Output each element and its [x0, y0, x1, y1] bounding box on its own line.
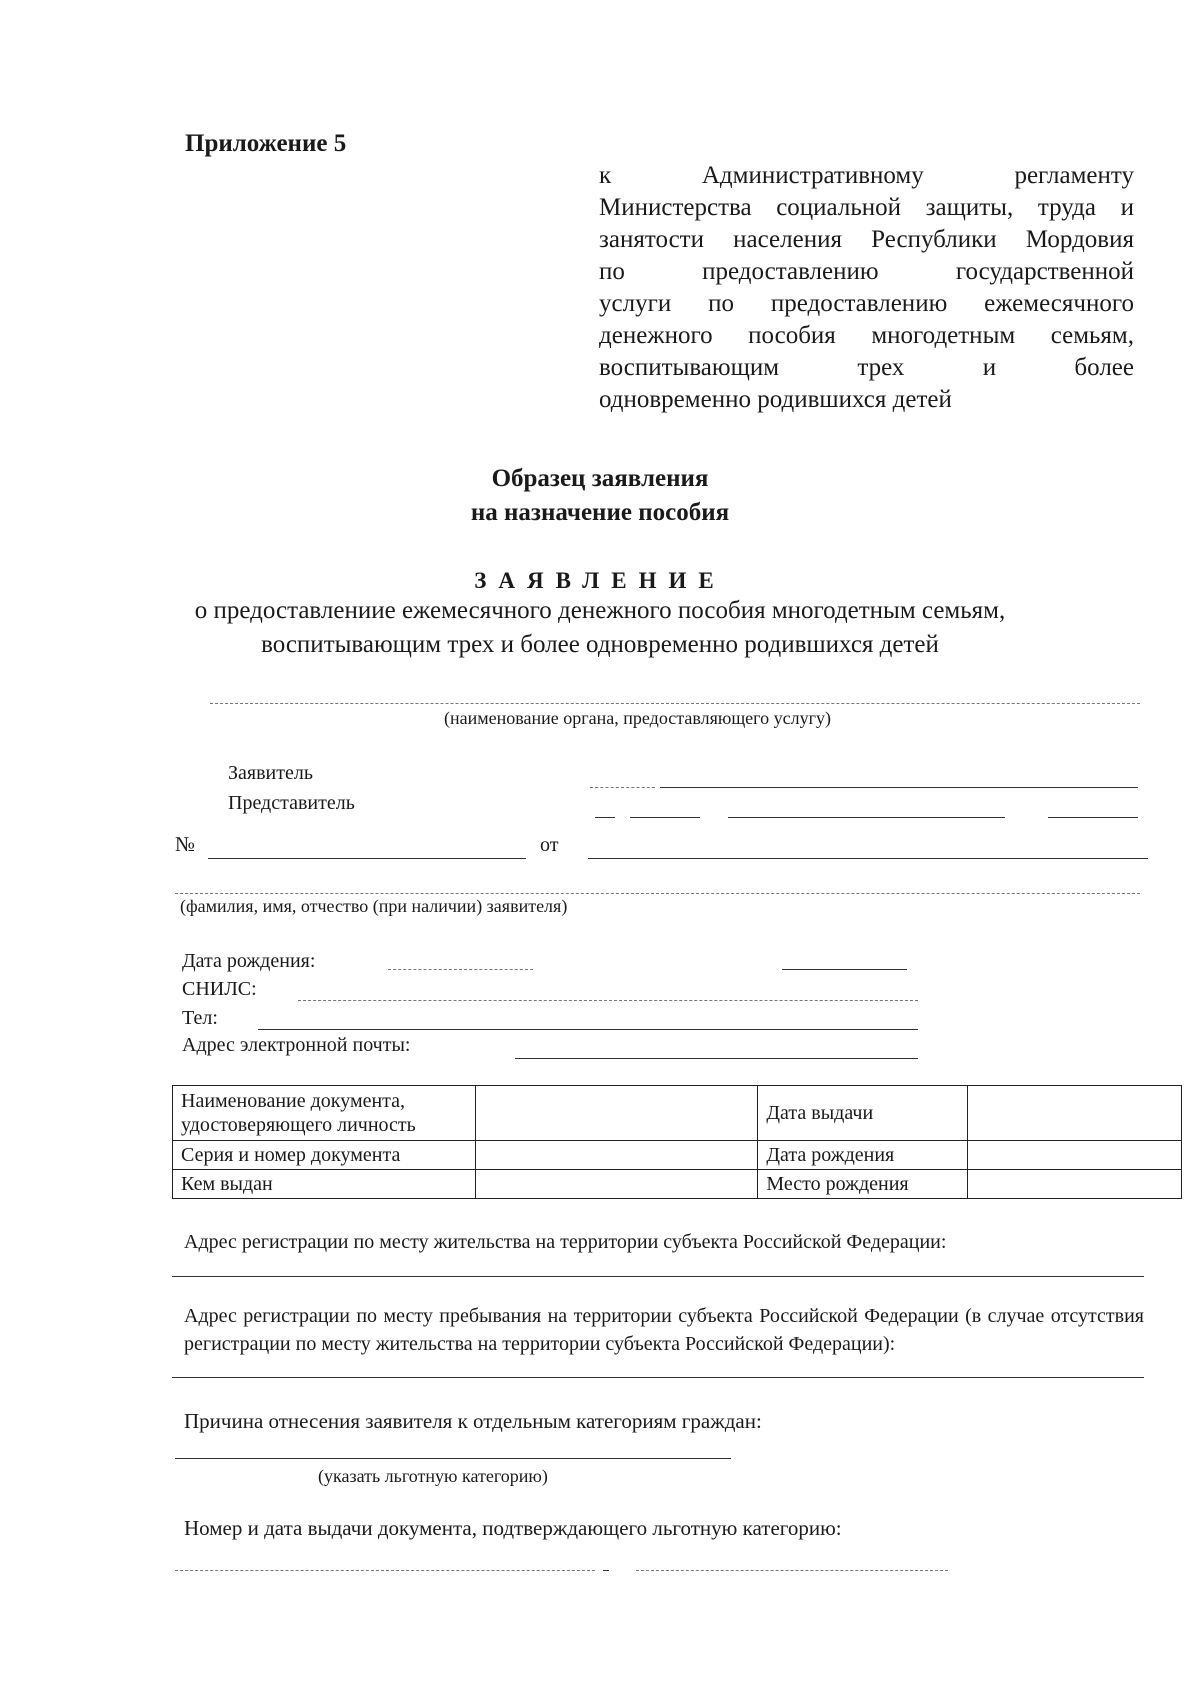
- regulation-reference: [599, 160, 1134, 416]
- category-document-field-line[interactable]: [175, 1570, 595, 1571]
- category-document-field-line-2[interactable]: [636, 1570, 948, 1571]
- statement-heading: ЗАЯВЛЕНИЕ: [474, 568, 726, 593]
- appendix-title: Приложение 5: [185, 130, 347, 157]
- number-field-line[interactable]: [208, 858, 526, 859]
- table-cell-value[interactable]: [475, 1086, 758, 1141]
- birth-date-field-line[interactable]: [388, 969, 533, 970]
- stay-address-label: Адрес регистрации по месту пребывания на территории субъекта Российской Федерации (в случае отсутствия регистрации по месту жительства на территории субъекта Российской Федерации):: [184, 1305, 1144, 1355]
- birth-date-label: Дата рождения:: [182, 950, 316, 972]
- representative-field-line-c[interactable]: [728, 817, 1005, 818]
- table-cell-label: Дата рождения: [758, 1141, 968, 1170]
- phone-field-line[interactable]: [258, 1029, 918, 1030]
- statement-subtitle-line: воспитывающим трех и более одновременно родившихся детей: [261, 631, 939, 658]
- category-document-label: Номер и дата выдачи документа, подтверждающего льготную категорию:: [184, 1516, 842, 1540]
- table-cell-label: Наименование документа, удостоверяющего личность: [173, 1086, 476, 1141]
- identity-document-table: [172, 1085, 1182, 1199]
- regulation-line: Министерства социальной защиты, труда и: [599, 194, 1134, 221]
- from-label: от: [540, 834, 559, 856]
- representative-label: Представитель: [228, 792, 355, 814]
- email-field-line[interactable]: [515, 1058, 918, 1059]
- representative-field-line-a[interactable]: [595, 817, 615, 818]
- regulation-line: по предоставлению государственной: [599, 258, 1134, 285]
- statement-subtitle: [0, 594, 1200, 662]
- birth-date-field-line-2[interactable]: [782, 969, 907, 970]
- applicant-field-line[interactable]: [660, 787, 1138, 788]
- applicant-label: Заявитель: [228, 762, 313, 784]
- table-row: [173, 1086, 1182, 1141]
- table-cell-value[interactable]: [968, 1141, 1182, 1170]
- table-cell-value[interactable]: [475, 1141, 758, 1170]
- applicant-field-line-prefix: [590, 787, 655, 788]
- category-document-field-line-mid: [603, 1570, 609, 1571]
- table-cell-value[interactable]: [968, 1170, 1182, 1199]
- category-reason-label: Причина отнесения заявителя к отдельным категориям граждан:: [184, 1409, 762, 1433]
- representative-field-line-b[interactable]: [630, 817, 700, 818]
- sample-title-line: на назначение пособия: [470, 499, 730, 526]
- regulation-line: к Административному регламенту: [599, 162, 1134, 189]
- table-cell-label: Дата выдачи: [758, 1086, 968, 1141]
- email-label: Адрес электронной почты:: [182, 1034, 411, 1056]
- regulation-line: занятости населения Республики Мордовия: [599, 226, 1134, 253]
- regulation-line: одновременно родившихся детей: [599, 386, 952, 413]
- authority-field-line[interactable]: [210, 703, 1140, 704]
- residence-address-label: Адрес регистрации по месту жительства на территории субъекта Российской Федерации:: [184, 1231, 947, 1253]
- number-label: №: [175, 832, 196, 856]
- snils-label: СНИЛС:: [182, 978, 257, 1000]
- category-reason-caption: (указать льготную категорию): [318, 1466, 548, 1486]
- phone-label: Тел:: [182, 1007, 218, 1029]
- regulation-line: воспитывающим трех и более: [599, 354, 1134, 381]
- stay-address-field-line[interactable]: [172, 1377, 1144, 1378]
- table-cell-label: Место рождения: [758, 1170, 968, 1199]
- table-row: [173, 1141, 1182, 1170]
- fio-caption: (фамилия, имя, отчество (при наличии) заявителя): [180, 896, 568, 916]
- representative-field-line-d[interactable]: [1048, 817, 1138, 818]
- table-cell-label: Кем выдан: [173, 1170, 476, 1199]
- regulation-line: услуги по предоставлению ежемесячного: [599, 290, 1134, 317]
- snils-field-line[interactable]: [298, 1000, 918, 1001]
- table-cell-value[interactable]: [968, 1086, 1182, 1141]
- fio-field-line[interactable]: [175, 893, 1140, 894]
- table-cell-label: Серия и номер документа: [173, 1141, 476, 1170]
- authority-caption: (наименование органа, предоставляющего услугу): [444, 708, 831, 728]
- sample-title-line: Образец заявления: [491, 465, 709, 492]
- table-cell-value[interactable]: [475, 1170, 758, 1199]
- table-row: [173, 1170, 1182, 1199]
- regulation-line: денежного пособия многодетным семьям,: [599, 322, 1134, 349]
- statement-subtitle-line: о предоставлениие ежемесячного денежного пособия многодетным семьям,: [194, 597, 1006, 624]
- residence-address-field-line[interactable]: [172, 1276, 1144, 1277]
- category-reason-field-line[interactable]: [175, 1458, 731, 1459]
- from-field-line[interactable]: [588, 858, 1148, 859]
- sample-title: [0, 462, 1200, 530]
